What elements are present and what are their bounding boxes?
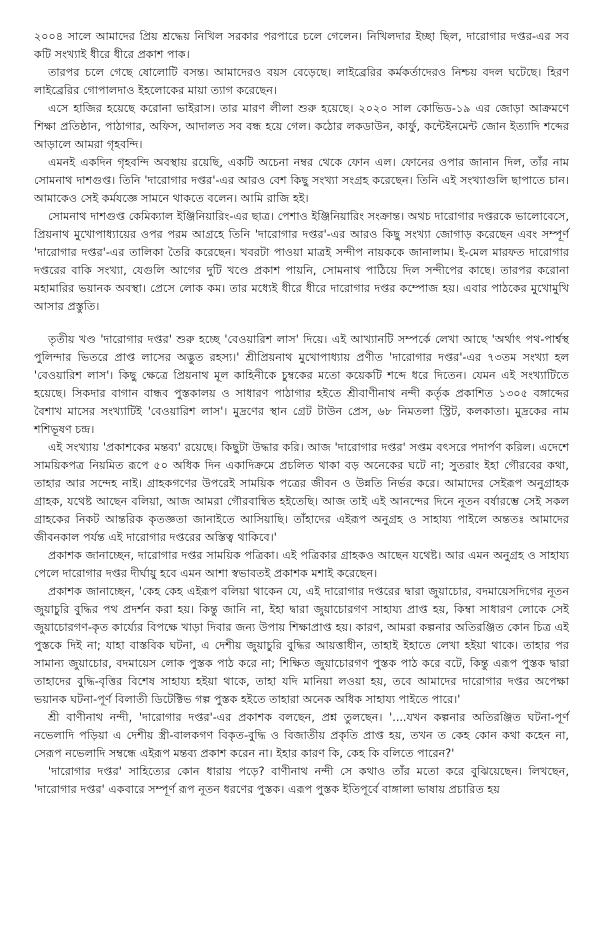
paragraph-5: সোমনাথ দাশগুপ্ত কেমিক্যাল ইঞ্জিনিয়ারিং-এর ছাত্র। পেশাও ইঞ্জিনিয়ারিং সংক্রান্ত। অথচ দারোগার দপ্তরকে ভালোবেসে, প্রিয়নাথ মুখোপাধ্যায়ের ওপর পরম আগ্রহে তিনি 'দারোগার দপ্তর'-এর আরও কিছু সংখ্যা জোগাড় করেছেন এবং সম্পূর্ণ 'দারোগার দপ্তর'-এর তালিকা তৈরি করেছেন। খবরটা পাওয়া মাত্রই সন্দীপ নায়ককে জানালাম। ই-মেল মারফত দারোগার দপ্তরের বাকি সংখ্যা, যেগুলি আগের দুটি খণ্ডে প্রকাশ পায়নি, সোমনাথ পাঠিয়ে দিল সন্দীপের কাছে। তারপর করোনা মহামারির ভয়ানক অবস্থা। প্রেসে লোক কম। তার মধ্যেই ধীরে ধীরে দারোগার দপ্তর কম্পোজ হয়। এবার পাঠকের মুখোমুখি আসার প্রস্তুতি। [34,210,569,313]
paragraph-8: প্রকাশক জানাচ্ছেন, দারোগার দপ্তর সাময়িক পত্রিকা। এই পত্রিকার গ্রাহকও আছেন যথেষ্ট। আর এমন অনুগ্রহ ও সাহায্য পেলে দারোগার দপ্তর দীর্ঘায়ু হবে এমন আশা স্বভাবতই প্রকাশক মশাই করেছেন। [34,549,569,580]
paragraph-6: তৃতীয় খণ্ড 'দারোগার দপ্তর' শুরু হচ্ছে 'বেওয়ারিশ লাস' দিয়ে। এই আখ্যানটি সম্পর্কে লেখা আছে 'অর্থাৎ পথ-পার্শ্বস্থ পুলিন্দার ভিতরে প্রাপ্ত লাসের অদ্ভুত রহস্য।' শ্রীপ্রিয়নাথ মুখোপাধ্যায় প্রণীত 'দারোগার দপ্তর'-এর ৭৩তম সংখ্যা হল 'বেওয়ারিশ লাস'। কিছু ক্ষেত্রে প্রিয়নাথ মূল কাহিনীকে চুম্বকের মতো কয়েকটি শব্দে ধরে দিতেন। যেমন এই সংখ্যাটিতে হয়েছে। সিকদার বাগান বান্ধব পুস্তকালয় ও সাধারণ পাঠাগার হইতে শ্রীবাণীনাথ নন্দী কর্তৃক প্রকাশিত ১৩০৫ বঙ্গাব্দের বৈশাখ মাসের সংখ্যাটিই 'বেওয়ারিশ লাস'। মুদ্রণের স্থান গ্রেট টাউন প্রেস, ৬৮ নিমতলা স্ট্রিট, কলকাতা। মুদ্রকের নাম শশিভূষণ চন্দ্র। [34,333,569,436]
paragraph-3: এসে হাজির হয়েছে করোনা ভাইরাস। তার মারণ লীলা শুরু হয়েছে। ২০২০ সাল কোভিড-১৯ এর জোড়া আক্রমণে শিক্ষা প্রতিষ্ঠান, পাঠাগার, অফিস, আদালত সব বন্ধ হয়ে গেল। কঠোর লকডাউন, কার্ফু, কন্টেইনমেন্ট জোন ইত্যাদি শব্দের আড়ালে আমরা গৃহবন্দি। [34,102,569,151]
paragraph-9: প্রকাশক জানাচ্ছেন, 'কেহ কেহ এইরূপ বলিয়া থাকেন যে, এই দারোগার দপ্তরের দ্বারা জুয়াচোর, বদমায়েসদিগের নূতন জুয়াচুরি বুদ্ধির পথ প্রদর্শন করা হয়। কিন্তু জানি না, ইহা দ্বারা জুয়াচোরগণ সাহায্য প্রাপ্ত হয়, কিম্বা সাধারণ লোকে সেই জুয়াচোরগণ-কৃত কার্য্যের বিপক্ষে খাড়া দিবার জন্য উপায় শিক্ষাপ্রাপ্ত হয়। কারণ, আমরা কল্পনার অতিরঞ্জিত কোন চিত্র এই পুস্তকে দিই না; যাহা বাস্তবিক ঘটনা, এ দেশীয় জুয়াচুরি বুদ্ধির আয়ত্তাধীন, তাহাই ইহাতে লেখা হইয়া থাকে। তাহার পর সামান্য জুয়াচোর, বদমায়েস লোক পুস্তক পাঠ করে না; শিক্ষিত জুয়াচোরগণ পুস্তক পাঠ করে বটে, কিন্তু এরূপ পুস্তক দ্বারা তাহাদের বুদ্ধি-বৃত্তির বিশেষ সাহায্য হইয়া থাকে, তাহা যদি মানিয়া লওয়া হয়, তবে আমাদের দারোগার দপ্তর অপেক্ষা ভয়ানক ঘটনা-পূর্ণ বিলাতী ডিটেক্টিভ গল্প পুস্তক হইতে তাহারা অনেক অধিক সাহায্য পাইতে পারে।' [34,585,569,706]
paragraph-4: এমনই একদিন গৃহবন্দি অবস্থায় রয়েছি, একটি অচেনা নম্বর থেকে ফোন এল। ফোনের ওপার জানান দিল, তাঁর নাম সোমনাথ দাশগুপ্ত। তিনি 'দারোগার দপ্তর'-এর আরও বেশ কিছু সংখ্যা সংগ্রহ করেছেন। তিনি এই সংখ্যাগুলি ছাপাতে চান। আমাকেও সেই কর্মযজ্ঞে সামনে থাকতে বলেন। আমি রাজি হই। [34,156,569,205]
paragraph-11: 'দারোগার দপ্তর' সাহিত্যের কোন ধারায় পড়ে? বাণীনাথ নন্দী সে কথাও তাঁর মতো করে বুঝিয়েছেন। লিখছেন, 'দারোগার দপ্তর' একবারে সম্পূর্ণ রূপ নূতন ধরণের পুস্তক। এরূপ পুস্তক ইতিপূর্বে বাঙ্গালা ভাষায় প্রচারিত হয় [34,765,569,796]
paragraph-1: ২০০৪ সালে আমাদের প্রিয় শ্রদ্ধেয় নিখিল সরকার পরপারে চলে গেলেন। নিখিলদার ইচ্ছা ছিল, দারোগার দপ্তর-এর সব কটি সংখ্যাই ধীরে ধীরে প্রকাশ পাক। [34,30,569,61]
paragraph-2: তারপর চলে গেছে ষোলোটি বসন্ত। আমাদেরও বয়স বেড়েছে। লাইব্রেরির কর্মকর্তাদেরও নিশ্চয় বদল ঘটেছে। হিরণ লাইব্রেরির গোপালদাও ইহলোকের মায়া ত্যাগ করেছেন। [34,66,569,97]
paragraph-7: এই সংখ্যায় 'প্রকাশকের মন্তব্য' রয়েছে। কিছুটা উদ্ধার করি। আজ 'দারোগার দপ্তর' সপ্তম বৎসরে পদার্পণ করিল। এদেশে সাময়িকপত্র নিয়মিত রূপে ৫০ অধিক দিন একাদিক্রমে প্রচলিত থাকা বড় অনেকের ঘটে না; সুতরাং ইহা গৌরবের কথা, তাহার আর সন্দেহ নাই। গ্রাহকগণের উপরেই সাময়িক পত্রের জীবন ও উন্নতি নির্ভর করে। আমাদের সেইরূপ অনুগ্রাহক গ্রাহক, যথেষ্ট আছেন বলিয়া, আজ আমরা গৌরবান্বিত হইতেছি। আজ তাই এই আনন্দের দিনে নূতন বর্ষারম্ভে সেই সকল গ্রাহকের নিকট আন্তরিক কৃতজ্ঞতা জানাইতে আসিয়াছি। তাঁহাদের এইরূপ অনুগ্রহ ও সাহায্য পাইলে অন্ততঃ আমাদের জীবনকাল পর্যন্ত এই দারোগার দপ্তরের অস্তিত্ব থাকিবে।' [34,441,569,544]
section-spacer [34,316,569,331]
paragraph-10: শ্রী বাণীনাথ নন্দী, 'দারোগার দপ্তর'-এর প্রকাশক বলছেন, প্রশ্ন তুলছেন। '....যখন কল্পনার অতিরঞ্জিত ঘটনা-পূর্ণ নভেলাদি পড়িয়া এ দেশীয় স্ত্রী-বালকগণ বিকৃত-বুদ্ধি ও বিজাতীয় প্রকৃতি প্রাপ্ত হয়, তখন ত কেহ কোন কথা কহেন না, সেরূপ নভেলাদি সম্বন্ধে এইরূপ মন্তব্য প্রকাশ করেন না। ইহার কারণ কি, কেহ কি বলিতে পারেন?' [34,711,569,760]
